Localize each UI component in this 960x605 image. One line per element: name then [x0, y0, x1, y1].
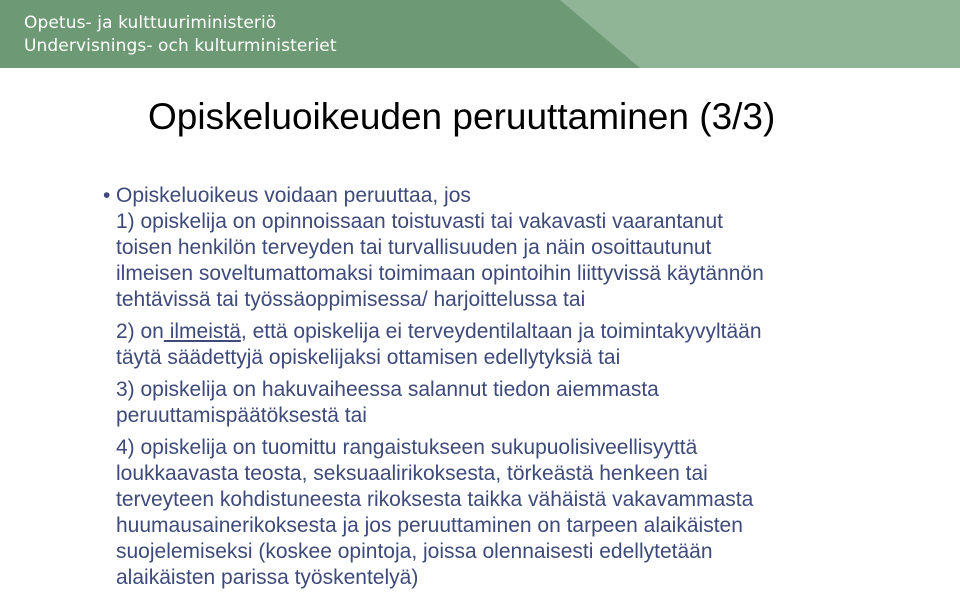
item-3-line-2: peruuttamispäätöksestä tai — [116, 404, 367, 427]
item-1-line-1: 1) opiskelija on opinnoissaan toistuvasti tai vakavasti vaarantanut — [116, 210, 724, 233]
item-1-line-3: ilmeisen soveltumattomaksi toimimaan opintoihin liittyvissä käytännön — [116, 262, 764, 285]
ministry-name-finnish: Opetus- ja kulttuuriministeriö — [24, 13, 277, 33]
item-1-line-4: tehtävissä tai työssäoppimisessa/ harjoittelussa tai — [116, 288, 586, 311]
slide-body — [116, 183, 936, 591]
header-band-shape — [0, 0, 960, 68]
bullet-marker: • — [103, 184, 111, 207]
item-4-line-2: loukkaavasta teosta, seksuaalirikoksesta, törkeästä henkeen tai — [116, 462, 708, 485]
item-4-line-6: alaikäisten parissa työskentelyä) — [116, 566, 419, 589]
item-2-underlined-word: ilmeistä — [163, 320, 241, 343]
item-4 — [116, 435, 936, 591]
item-4-line-4: huumausainerikoksesta ja jos peruuttaminen on tarpeen alaikäisten — [116, 514, 743, 537]
item-2 — [116, 319, 936, 371]
item-3-line-1: 3) opiskelija on hakuvaiheessa salannut tiedon aiemmasta — [116, 378, 659, 401]
item-2-line-2: täytä säädettyjä opiskelijaksi ottamisen edellytyksiä tai — [116, 346, 621, 369]
item-4-line-3: terveyteen kohdistuneesta rikoksesta taikka vähäistä vakavammasta — [116, 488, 754, 511]
item-4-line-5: suojelemiseksi (koskee opintoja, joissa olennaisesti edellytetään — [116, 540, 713, 563]
item-2-line-1 — [116, 319, 936, 345]
item-2-prefix: 2) on — [116, 320, 164, 343]
item-4-line-1: 4) opiskelija on tuomittu rangaistukseen sukupuolisiveellisyyttä — [116, 436, 698, 459]
slide-title: Opiskeluoikeuden peruuttaminen (3/3) — [148, 96, 776, 137]
item-3 — [116, 377, 936, 429]
item-1-line-2: toisen henkilön terveyden tai turvallisuuden ja näin osoittautunut — [116, 236, 712, 259]
intro-line: Opiskeluoikeus voidaan peruuttaa, jos — [116, 184, 471, 207]
ministry-name-swedish: Undervisnings- och kulturministeriet — [24, 36, 337, 56]
header-band — [0, 0, 960, 68]
item-2-rest: , että opiskelija ei terveydentilaltaan ja toimintakyvyltään — [240, 320, 762, 343]
item-1 — [116, 209, 936, 313]
